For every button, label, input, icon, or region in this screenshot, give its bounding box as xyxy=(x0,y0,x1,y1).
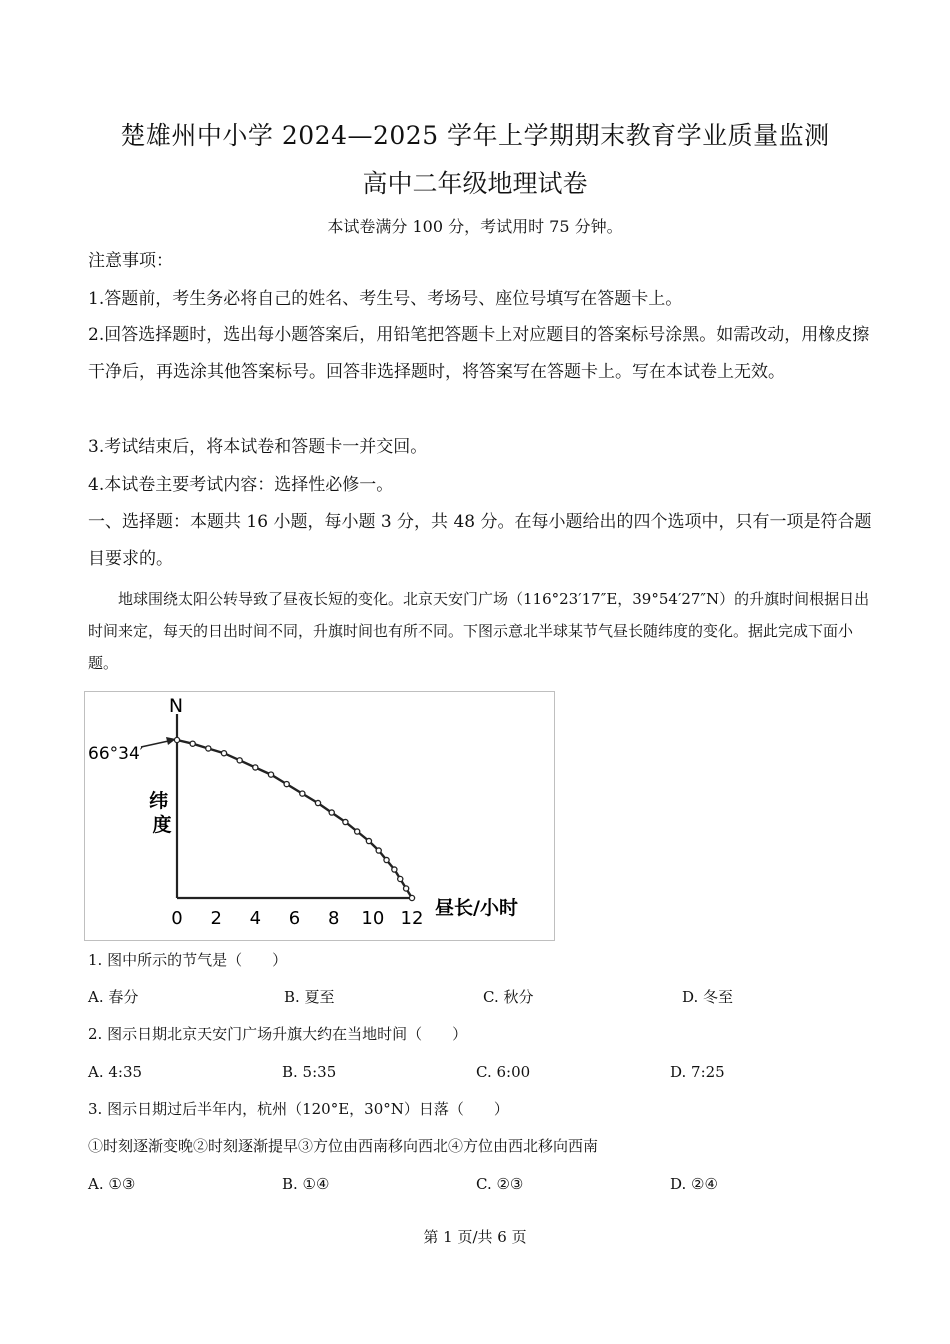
q3-option-d[interactable]: D. ②④ xyxy=(670,1175,718,1193)
exam-title: 楚雄州中小学 2024—2025 学年上学期期末教育学业质量监测 xyxy=(120,121,830,150)
y-axis-label xyxy=(149,789,175,836)
series-point xyxy=(398,876,403,881)
y-axis-label-char-2: 度 xyxy=(152,814,172,836)
page-footer: 第 1 页/共 6 页 xyxy=(423,1228,527,1246)
annotation-label: 66°34′ xyxy=(88,744,144,764)
q2-option-b[interactable]: B. 5:35 xyxy=(282,1063,337,1081)
x-tick-label: 10 xyxy=(361,908,385,929)
x-tick-label: 2 xyxy=(210,908,222,929)
series-point xyxy=(190,741,195,746)
series-line xyxy=(177,740,412,898)
series-point xyxy=(300,791,305,796)
q3-option-a[interactable]: A. ①③ xyxy=(88,1175,136,1193)
notice-item-1: 1.答题前，考生务必将自己的姓名、考生号、考场号、座位号填写在答题卡上。 xyxy=(88,289,683,309)
series-point xyxy=(284,781,289,786)
chart-svg xyxy=(85,692,554,940)
q1-option-b[interactable]: B. 夏至 xyxy=(284,988,335,1006)
daylength-chart xyxy=(84,691,555,941)
series-point xyxy=(384,857,389,862)
exam-subtitle: 高中二年级地理试卷 xyxy=(362,169,588,198)
q3-option-b[interactable]: B. ①④ xyxy=(282,1175,330,1193)
series-point xyxy=(174,737,179,742)
x-tick-label: 0 xyxy=(171,908,183,929)
series-point xyxy=(409,895,414,900)
y-axis-label-char-1: 纬 xyxy=(149,790,169,812)
q2-option-d[interactable]: D. 7:25 xyxy=(670,1063,725,1081)
series-point xyxy=(206,746,211,751)
question-3-stem: 3. 图示日期过后半年内，杭州（120°E，30°N）日落（ ） xyxy=(88,1100,509,1118)
series-point xyxy=(392,867,397,872)
series-point xyxy=(376,848,381,853)
series-point xyxy=(268,772,273,777)
x-tick-label: 8 xyxy=(327,908,340,929)
notice-item-4: 4.本试卷主要考试内容：选择性必修一。 xyxy=(88,475,394,495)
question-1-stem: 1. 图中所示的节气是（ ） xyxy=(88,951,288,969)
x-tick-labels xyxy=(171,908,423,929)
series-point xyxy=(221,751,226,756)
x-axis-label: 昼长/小时 xyxy=(435,897,518,919)
exam-meta: 本试卷满分 100 分，考试用时 75 分钟。 xyxy=(327,217,623,236)
notice-heading: 注意事项： xyxy=(88,251,173,271)
series-points xyxy=(174,737,414,900)
series-point xyxy=(355,829,360,834)
series-point xyxy=(343,819,348,824)
q2-option-c[interactable]: C. 6:00 xyxy=(476,1063,531,1081)
x-tick-label: 4 xyxy=(249,908,262,929)
series-point xyxy=(366,838,371,843)
x-tick-label: 12 xyxy=(400,908,424,929)
notice-item-2: 2.回答选择题时，选出每小题答案后，用铅笔把答题卡上对应题目的答案标号涂黑。如需改动，用橡皮擦干净后，再选涂其他答案标号。回答非选择题时，将答案写在答题卡上。写在本试卷上无效。 xyxy=(88,325,870,382)
series-point xyxy=(237,758,242,763)
q1-option-d[interactable]: D. 冬至 xyxy=(682,988,734,1006)
series-point xyxy=(329,810,334,815)
question-2-stem: 2. 图示日期北京天安门广场升旗大约在当地时间（ ） xyxy=(88,1025,468,1043)
series-point xyxy=(404,886,409,891)
section-heading: 一、选择题：本题共 16 小题，每小题 3 分，共 48 分。在每小题给出的四个选项中，只有一项是符合题目要求的。 xyxy=(88,512,872,569)
x-tick-label: 6 xyxy=(288,908,301,929)
q3-option-c[interactable]: C. ②③ xyxy=(476,1175,524,1193)
notice-item-3: 3.考试结束后，将本试卷和答题卡一并交回。 xyxy=(88,437,428,457)
series-point xyxy=(253,765,258,770)
y-top-label: N xyxy=(168,695,184,717)
q1-option-a[interactable]: A. 春分 xyxy=(88,988,139,1006)
q2-option-a[interactable]: A. 4:35 xyxy=(88,1063,143,1081)
series-point xyxy=(315,800,320,805)
passage: 地球围绕太阳公转导致了昼夜长短的变化。北京天安门广场（116°23′17″E，39°54′27″N）的升旗时间根据日出时间来定，每天的日出时间不同，升旗时间也有所不同。下图示意北半球某节气昼长随纬度的变化。据此完成下面小题。 xyxy=(88,590,870,672)
q1-option-c[interactable]: C. 秋分 xyxy=(483,988,534,1006)
question-3-statements: ①时刻逐渐变晚②时刻逐渐提早③方位由西南移向西北④方位由西北移向西南 xyxy=(88,1137,599,1155)
